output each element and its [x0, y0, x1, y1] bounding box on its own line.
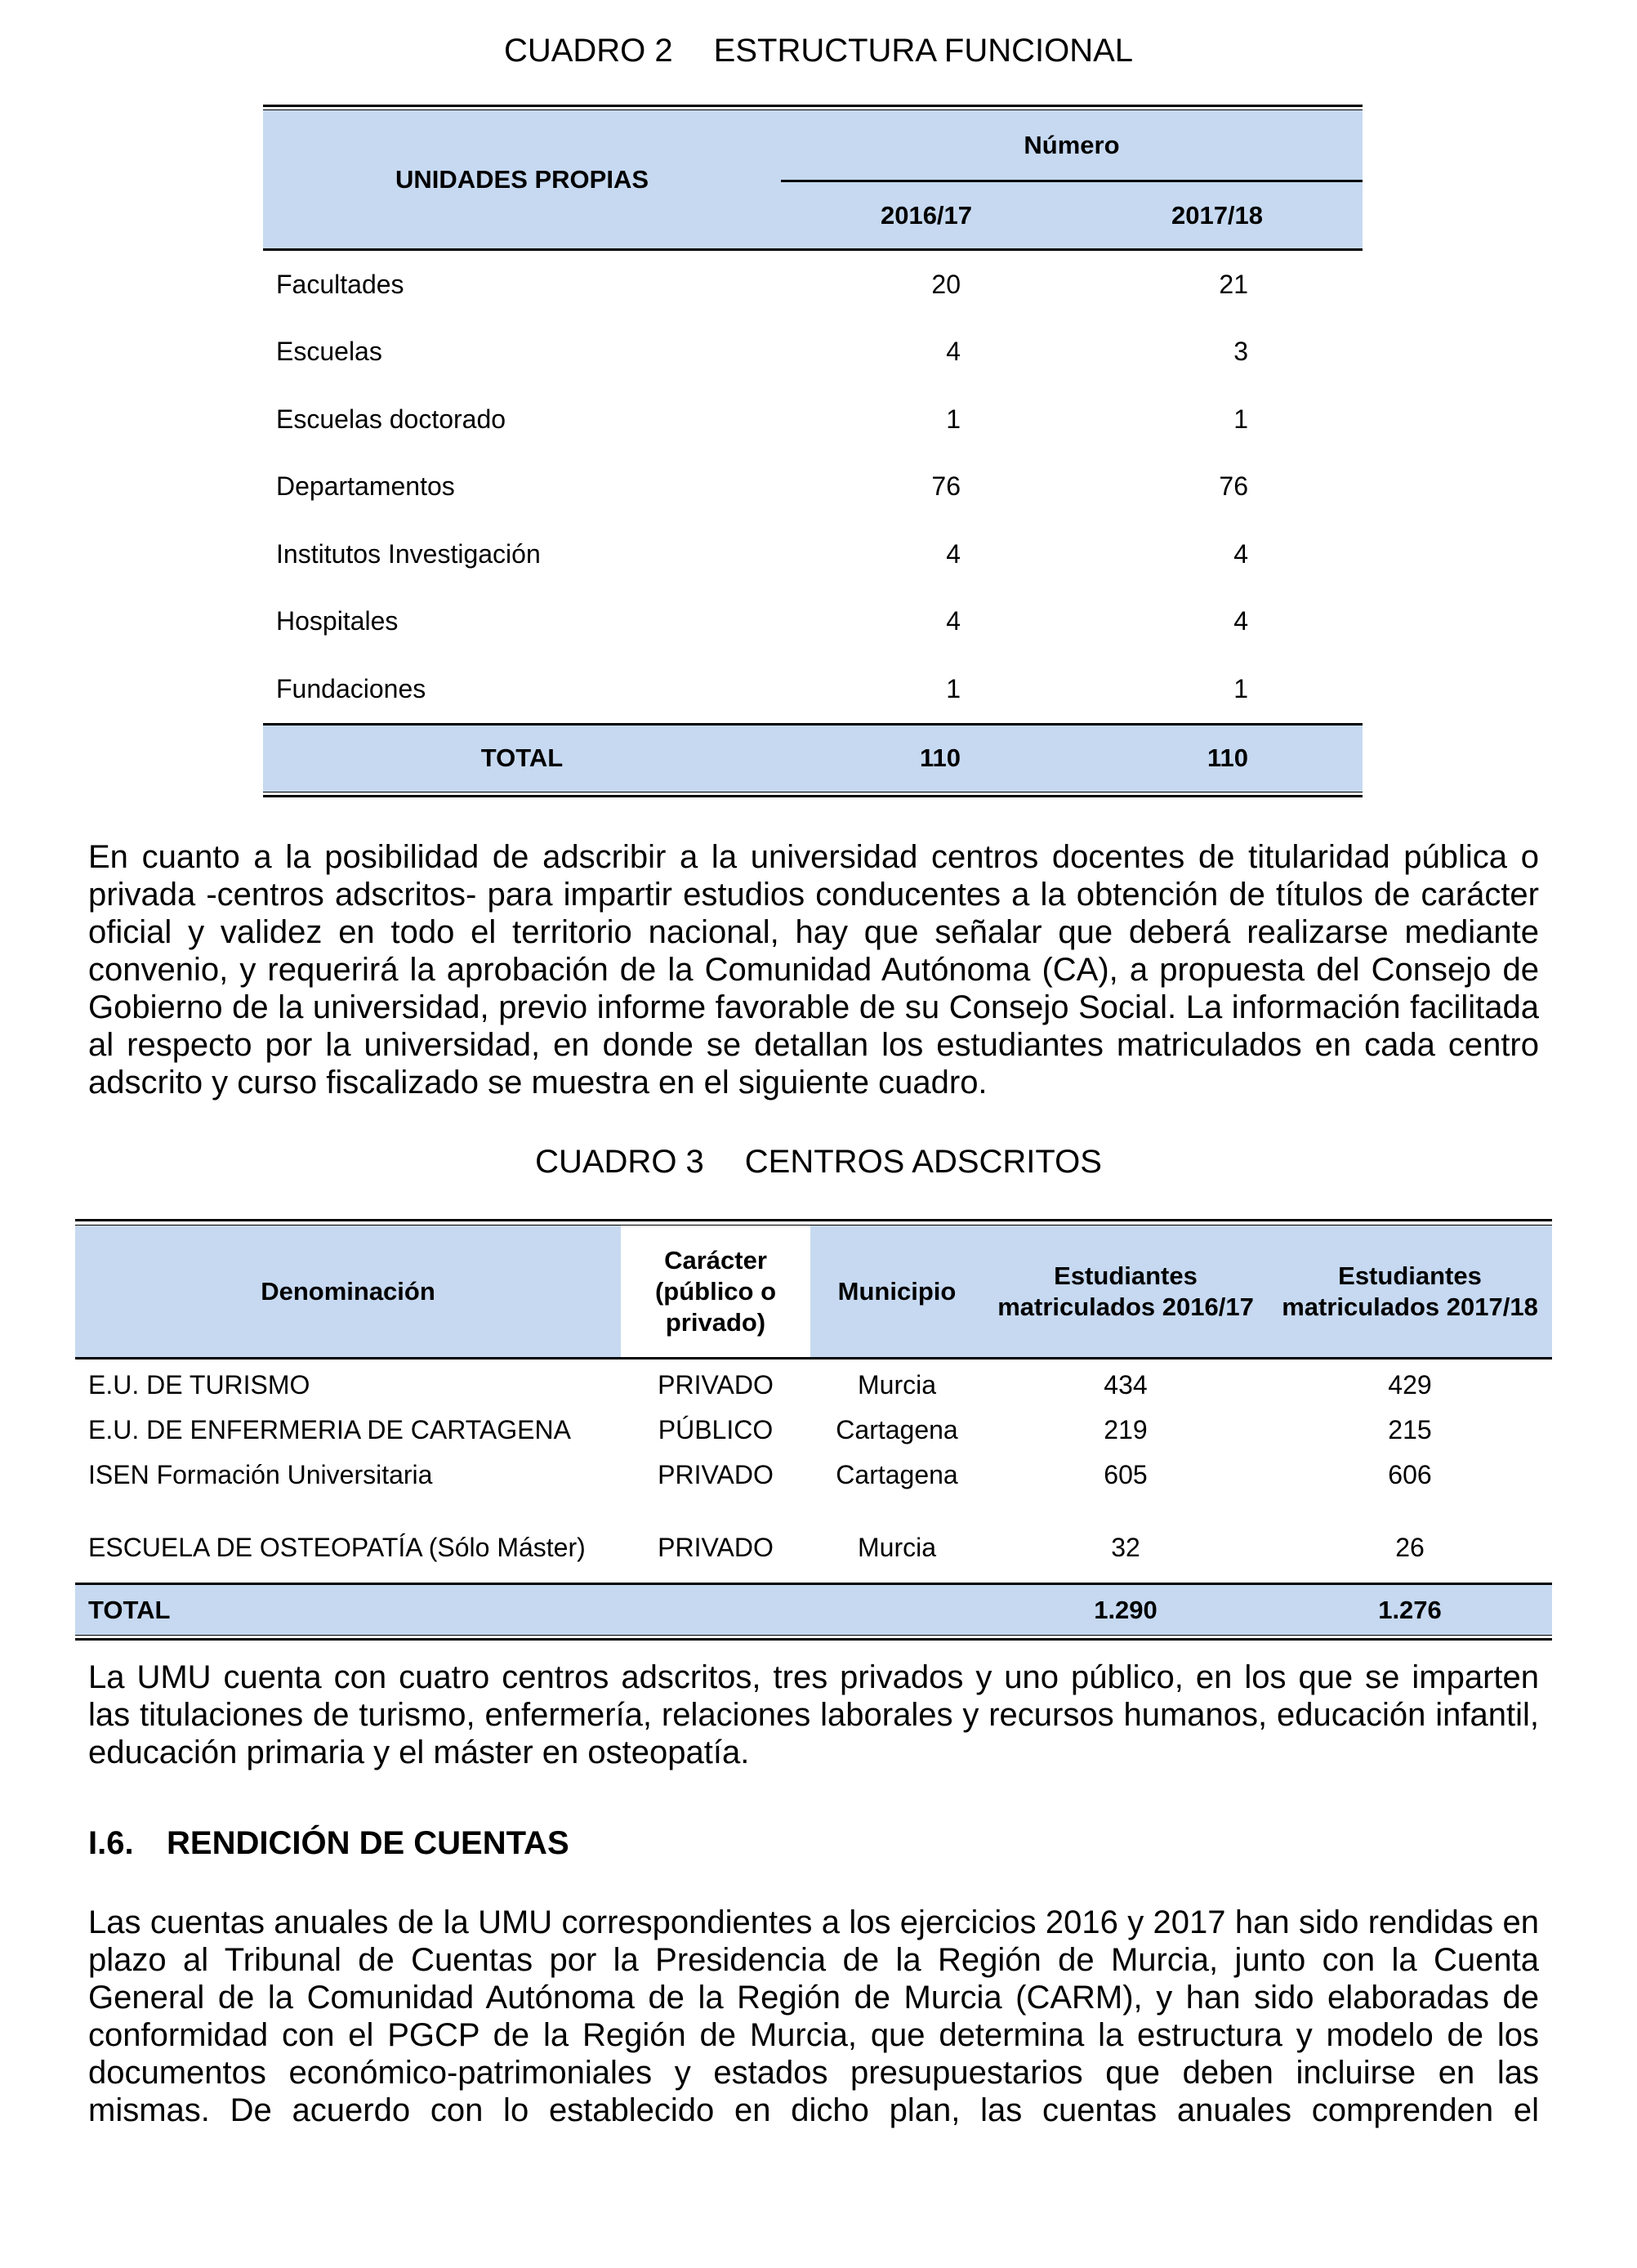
- cell-estudiantes-2017: 215: [1388, 1415, 1432, 1444]
- row-value-2017: 3: [1233, 337, 1248, 367]
- header-year-1: 2016/17: [880, 200, 973, 230]
- total-estudiantes-2016: 1.290: [1094, 1595, 1157, 1624]
- row-label: Departamentos: [276, 471, 455, 502]
- cell-estudiantes-2017: 26: [1395, 1533, 1425, 1562]
- cell-municipio: Cartagena: [836, 1460, 958, 1489]
- total-label: TOTAL: [88, 1595, 171, 1624]
- table-total-row: [263, 723, 1363, 792]
- row-value-2017: 21: [1219, 269, 1248, 299]
- row-value-2017: 1: [1233, 673, 1248, 703]
- cuadro3-number: CUADRO 3: [535, 1144, 704, 1180]
- table-body: [75, 1359, 1552, 1583]
- cell-estudiantes-2017: 429: [1388, 1370, 1432, 1400]
- row-value-2016: 4: [946, 538, 961, 569]
- header-estudiantes-2016: Estudiantes matriculados 2016/17: [997, 1261, 1254, 1321]
- row-value-2016: 76: [931, 471, 961, 502]
- cell-estudiantes-2016: 219: [1104, 1415, 1148, 1444]
- cell-caracter: PÚBLICO: [658, 1415, 774, 1444]
- cuadro3-title: CENTROS ADSCRITOS: [744, 1144, 1102, 1180]
- row-value-2017: 1: [1233, 404, 1248, 434]
- header-caracter: Carácter (público o privado): [621, 1226, 810, 1357]
- table-estructura-funcional: [263, 105, 1363, 797]
- table-centros-adscritos: [75, 1219, 1552, 1641]
- row-label: Hospitales: [276, 606, 399, 636]
- row-label: Escuelas doctorado: [276, 404, 506, 434]
- paragraph-centros-adscritos-intro: En cuanto a la posibilidad de adscribir a la universidad centros docentes de titularidad pública o privada -centros adscritos- para impartir estudios conducentes a la obtención de títulos de carácter oficial y validez en todo el territorio nacional, hay que señalar que deberá realizarse mediante convenio, y requerirá la aprobación de la Comunidad Autónoma (CA), a propuesta del Consejo de Gobierno de la universidad, previo informe favorable de su Consejo Social. La información facilitada al respecto por la universidad, en donde se detallan los estudiantes matriculados en cada centro adscrito y curso fiscalizado se muestra en el siguiente cuadro.: [88, 839, 1539, 1101]
- cell-denominacion: ESCUELA DE OSTEOPATÍA (Sólo Máster): [88, 1533, 586, 1562]
- total-value-2017: 110: [1207, 743, 1248, 772]
- table-row: [263, 588, 1363, 656]
- cell-municipio: Murcia: [857, 1370, 936, 1400]
- table-row: [263, 319, 1363, 386]
- cuadro2-title: ESTRUCTURA FUNCIONAL: [713, 33, 1134, 69]
- cuadro3-caption: [0, 1142, 1637, 1181]
- row-value-2016: 1: [946, 673, 961, 703]
- row-value-2016: 4: [946, 606, 961, 636]
- header-unidades-propias: UNIDADES PROPIAS: [395, 164, 649, 194]
- cell-municipio: Murcia: [857, 1533, 936, 1562]
- table-row: [75, 1408, 1552, 1453]
- row-value-2017: 4: [1233, 606, 1248, 636]
- cell-caracter: PRIVADO: [658, 1533, 774, 1562]
- row-value-2016: 20: [931, 269, 961, 299]
- table-total-row: [75, 1583, 1552, 1635]
- cell-municipio: Cartagena: [836, 1415, 958, 1444]
- cell-denominacion: E.U. DE ENFERMERIA DE CARTAGENA: [88, 1415, 571, 1444]
- table-top-rule: [75, 1219, 1552, 1226]
- table-row: [75, 1498, 1552, 1571]
- header-denominacion: Denominación: [261, 1276, 435, 1306]
- section-number: I.6.: [88, 1825, 134, 1861]
- header-numero: Número: [781, 110, 1363, 182]
- table-row: [263, 453, 1363, 521]
- header-municipio: Municipio: [837, 1276, 957, 1306]
- row-label: Fundaciones: [276, 673, 426, 703]
- table-row: [263, 251, 1363, 319]
- total-estudiantes-2017: 1.276: [1378, 1595, 1442, 1624]
- cell-estudiantes-2016: 32: [1111, 1533, 1140, 1562]
- cell-estudiantes-2016: 434: [1104, 1370, 1148, 1400]
- table-row: [263, 520, 1363, 588]
- row-label: Institutos Investigación: [276, 538, 541, 569]
- paragraph-rendicion-cuentas: Las cuentas anuales de la UMU correspondientes a los ejercicios 2016 y 2017 han sido rendidas en plazo al Tribunal de Cuentas por la Presidencia de la Región de Murcia, junto con la Cuenta General de la Comunidad Autónoma de la Región de Murcia (CARM), y han sido elaboradas de conformidad con el PGCP de la Región de Murcia, que determina la estructura y modelo de los documentos económico-patrimoniales y estados presupuestarios que deben incluirse en las mismas. De acuerdo con lo establecido en dicho plan, las cuentas anuales comprenden el: [88, 1904, 1539, 2128]
- table-spacer: [75, 1571, 1552, 1583]
- table-row: [75, 1363, 1552, 1408]
- row-value-2017: 76: [1219, 471, 1248, 502]
- table-header: [75, 1226, 1552, 1359]
- row-label: Escuelas: [276, 337, 382, 367]
- table-row: [75, 1453, 1552, 1498]
- cell-estudiantes-2017: 606: [1388, 1460, 1432, 1489]
- cuadro2-number: CUADRO 2: [503, 33, 673, 69]
- table-bottom-rule: [263, 792, 1363, 797]
- cell-denominacion: E.U. DE TURISMO: [88, 1370, 310, 1400]
- table-row: [263, 386, 1363, 453]
- table-body: [263, 251, 1363, 723]
- cell-denominacion: ISEN Formación Universitaria: [88, 1460, 433, 1489]
- section-title: RENDICIÓN DE CUENTAS: [167, 1825, 569, 1861]
- row-value-2017: 4: [1233, 538, 1248, 569]
- paragraph-umu-centros: La UMU cuenta con cuatro centros adscritos, tres privados y uno público, en los que se imparten las titulaciones de turismo, enfermería, relaciones laborales y recursos humanos, educación infantil, educación primaria y el máster en osteopatía.: [88, 1659, 1539, 1770]
- table-top-rule: [263, 105, 1363, 110]
- table-row: [263, 655, 1363, 723]
- total-label: TOTAL: [480, 743, 564, 772]
- total-value-2016: 110: [919, 743, 961, 772]
- row-value-2016: 1: [946, 404, 961, 434]
- section-heading: [88, 1824, 569, 1863]
- row-value-2016: 4: [946, 337, 961, 367]
- cell-caracter: PRIVADO: [658, 1370, 774, 1400]
- cell-estudiantes-2016: 605: [1104, 1460, 1148, 1489]
- table-header: [263, 110, 1363, 251]
- row-label: Facultades: [276, 269, 404, 299]
- header-year-2: 2017/18: [1171, 200, 1264, 230]
- table-bottom-rule: [75, 1635, 1552, 1641]
- header-estudiantes-2017: Estudiantes matriculados 2017/18: [1282, 1261, 1538, 1321]
- cell-caracter: PRIVADO: [658, 1460, 774, 1489]
- cuadro2-caption: [0, 31, 1637, 70]
